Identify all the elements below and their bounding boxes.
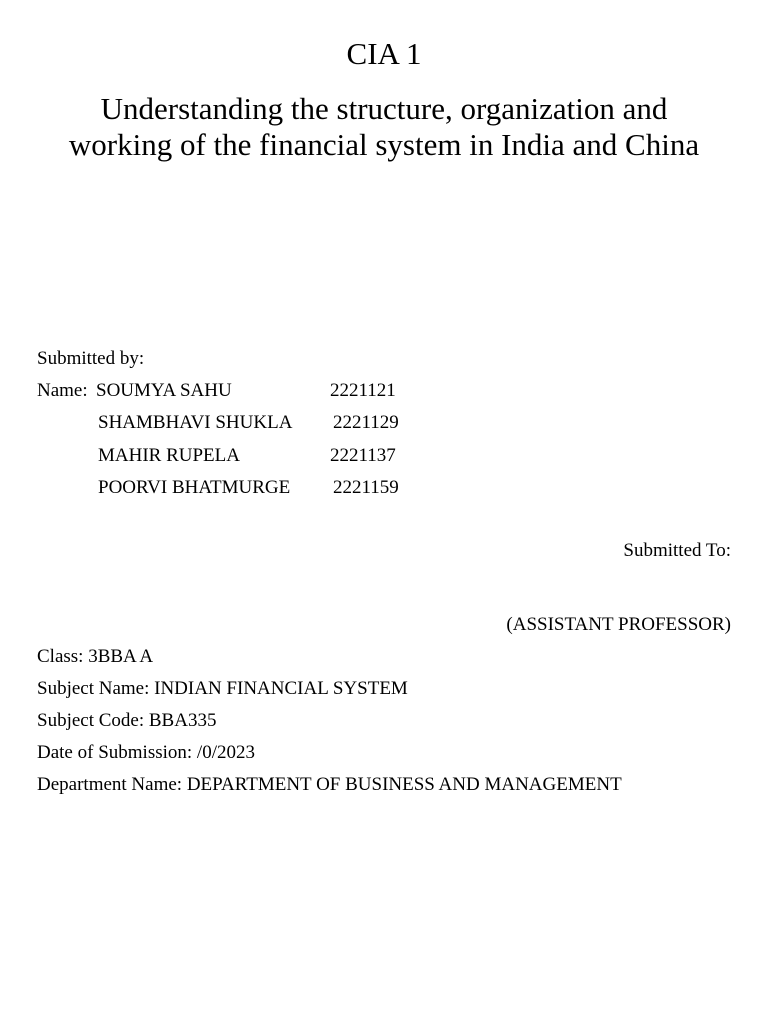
- class-line: Class: 3BBA A: [37, 646, 154, 667]
- document-subtitle: [20, 91, 748, 163]
- subtitle-line-1: Understanding the structure, organization and: [100, 91, 668, 126]
- professor-designation: (ASSISTANT PROFESSOR): [506, 614, 731, 635]
- member-name-1: SOUMYA SAHU: [96, 380, 232, 401]
- name-label: Name:: [37, 380, 88, 401]
- submission-date-line: Date of Submission: /0/2023: [37, 742, 255, 763]
- subtitle-line-2: working of the financial system in India and China: [68, 127, 700, 162]
- subject-code-line: Subject Code: BBA335: [37, 710, 217, 731]
- submitted-to-label: Submitted To:: [623, 540, 731, 561]
- member-id-1: 2221121: [330, 380, 396, 401]
- member-name-3: MAHIR RUPELA: [98, 445, 240, 466]
- member-name-4: POORVI BHATMURGE: [98, 477, 291, 498]
- member-name-2: SHAMBHAVI SHUKLA: [98, 412, 293, 433]
- member-id-3: 2221137: [330, 445, 396, 466]
- department-line: Department Name: DEPARTMENT OF BUSINESS AND MANAGEMENT: [37, 774, 622, 795]
- member-id-2: 2221129: [333, 412, 399, 433]
- submitted-by-label: Submitted by:: [37, 348, 145, 369]
- member-id-4: 2221159: [333, 477, 399, 498]
- document-title: CIA 1: [346, 36, 422, 71]
- subject-name-line: Subject Name: INDIAN FINANCIAL SYSTEM: [37, 678, 408, 699]
